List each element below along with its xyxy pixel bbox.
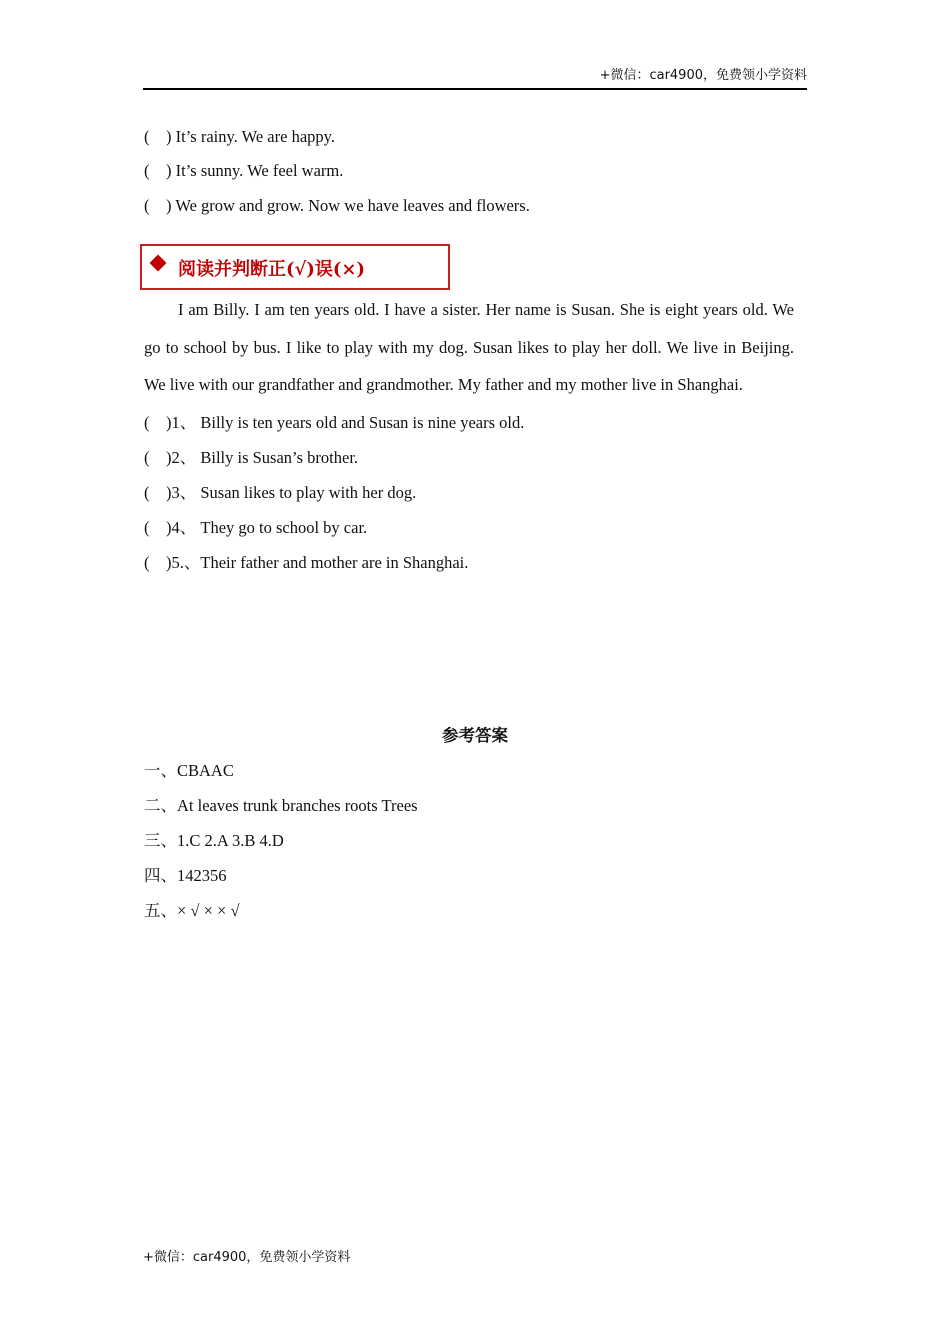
answer-blank: ( bbox=[144, 413, 150, 432]
answer-blank: ( bbox=[144, 553, 150, 572]
item-text: ) It’s rainy. We are happy. bbox=[166, 127, 335, 146]
answer-line: 四、142356 bbox=[144, 866, 227, 885]
list-item bbox=[144, 161, 343, 181]
question-item bbox=[144, 409, 524, 433]
list-item bbox=[144, 127, 335, 147]
answer-line: 三、1.C 2.A 3.B 4.D bbox=[144, 831, 284, 850]
answer-blank: ( bbox=[144, 127, 150, 146]
page-header bbox=[143, 66, 807, 90]
answer-blank: ( bbox=[144, 448, 150, 467]
question-text: )4、 They go to school by car. bbox=[166, 518, 368, 537]
question-item bbox=[144, 549, 468, 573]
question-item bbox=[144, 479, 416, 503]
section-heading-box bbox=[140, 244, 450, 290]
answer-line: 一、CBAAC bbox=[144, 761, 234, 780]
item-text: ) We grow and grow. Now we have leaves and flowers. bbox=[166, 196, 530, 215]
answer-blank: ( bbox=[144, 483, 150, 502]
question-text: )3、 Susan likes to play with her dog. bbox=[166, 483, 417, 502]
section-title: 阅读并判断正(√)误(×) bbox=[178, 259, 365, 280]
answer-key-title: 参考答案 bbox=[442, 726, 508, 745]
item-text: ) It’s sunny. We feel warm. bbox=[166, 161, 344, 180]
question-text: )2、 Billy is Susan’s brother. bbox=[166, 448, 359, 467]
reading-passage: I am Billy. I am ten years old. I have a sister. Her name is Susan. She is eight years old. We go to school by bus. I like to play with my dog. Susan likes to play her doll. We live in Beijing. We live with our grandfather and grandmother. My father and my mother live in Shanghai. bbox=[144, 300, 794, 394]
question-item bbox=[144, 444, 358, 468]
answer-blank: ( bbox=[144, 196, 150, 215]
list-item bbox=[144, 196, 530, 216]
question-text: )5.、Their father and mother are in Shanghai. bbox=[166, 553, 469, 572]
question-item bbox=[144, 514, 367, 538]
diamond-bullet-icon bbox=[150, 255, 167, 272]
answer-line: 二、At leaves trunk branches roots Trees bbox=[144, 796, 418, 815]
page-footer: +微信：car4900，免费领小学资料 bbox=[143, 1250, 351, 1265]
header-text: +微信：car4900，免费领小学资料 bbox=[599, 68, 807, 83]
answer-blank: ( bbox=[144, 518, 150, 537]
question-text: )1、 Billy is ten years old and Susan is nine years old. bbox=[166, 413, 525, 432]
answer-blank: ( bbox=[144, 161, 150, 180]
answer-line: 五、× √ × × √ bbox=[144, 901, 240, 920]
